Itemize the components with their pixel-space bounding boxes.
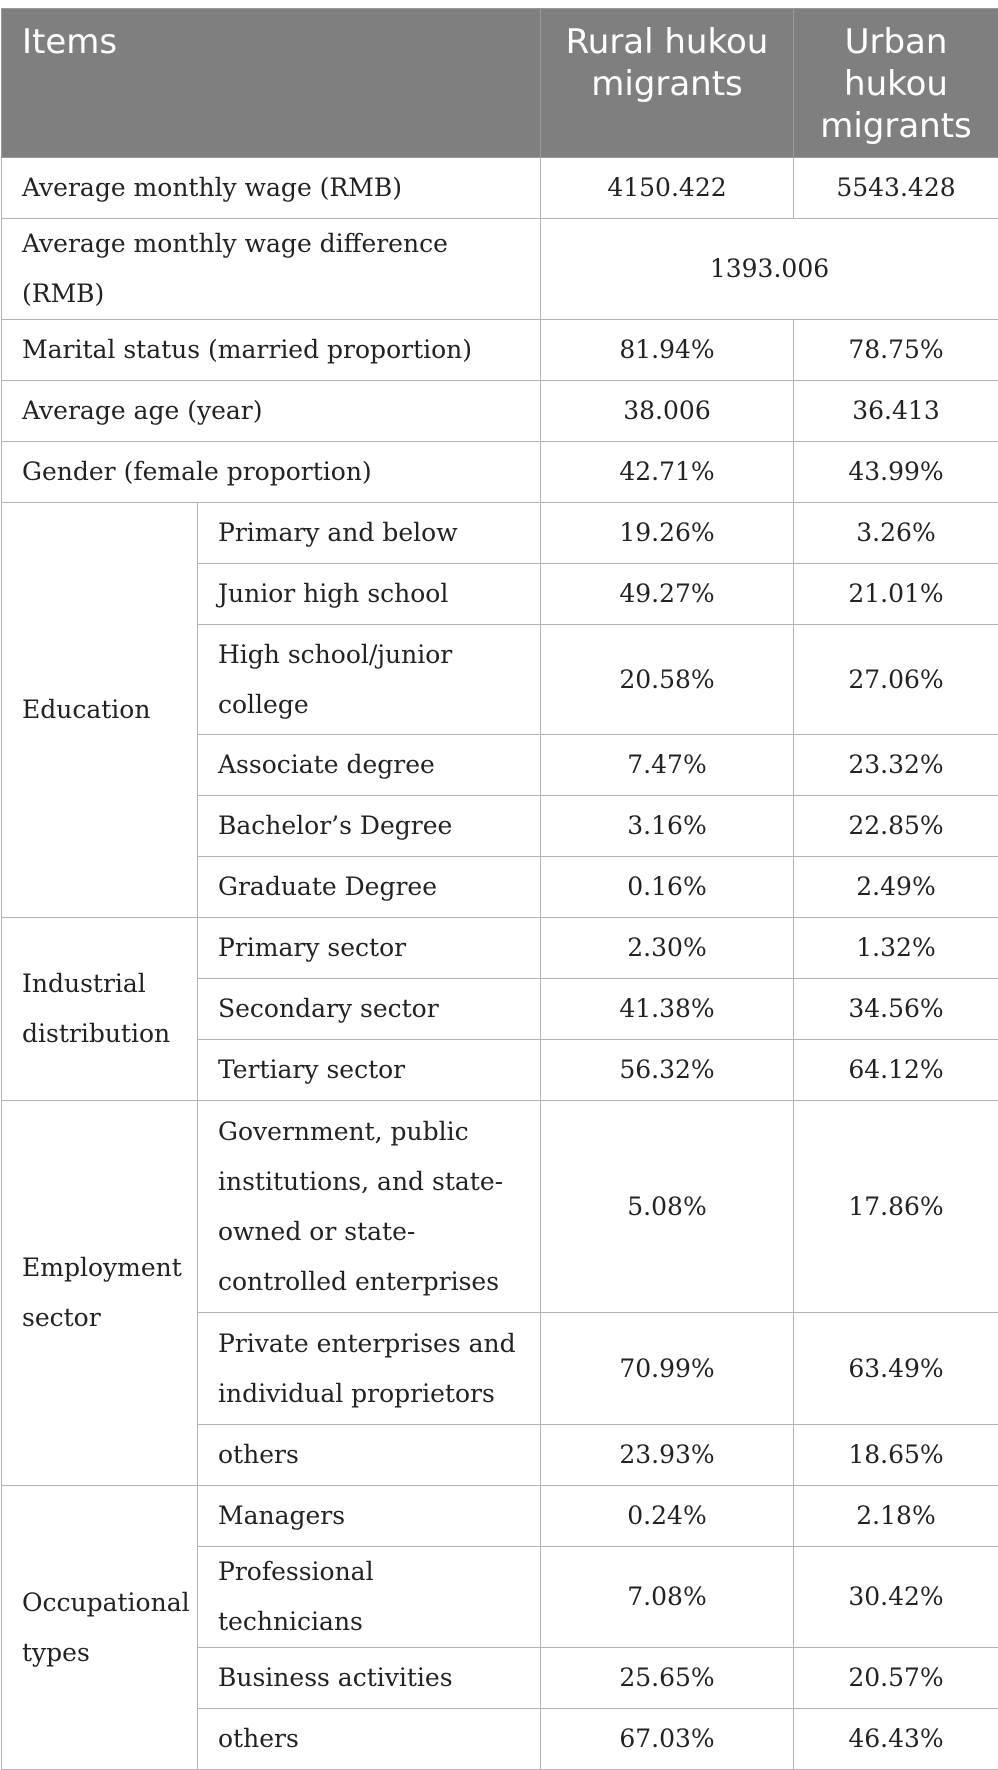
sub-label: Private enterprises and individual proprietors: [198, 1313, 541, 1425]
urban-value: 2.18%: [794, 1486, 998, 1547]
rural-value: 49.27%: [541, 564, 794, 625]
urban-value: 1.32%: [794, 918, 998, 979]
table-row: [2, 1486, 998, 1547]
sub-label: Primary sector: [198, 918, 541, 979]
urban-value: 2.49%: [794, 857, 998, 918]
urban-value: 5543.428: [794, 158, 998, 219]
urban-value: 78.75%: [794, 320, 998, 381]
header-row: [2, 9, 998, 158]
urban-value: 21.01%: [794, 564, 998, 625]
rural-value: 2.30%: [541, 918, 794, 979]
sub-label: Graduate Degree: [198, 857, 541, 918]
sub-label: High school/junior college: [198, 625, 541, 735]
rural-value: 67.03%: [541, 1709, 794, 1770]
migrant-comparison-table: [1, 8, 998, 1770]
group-label-industrial-distribution: Industrial distribution: [2, 918, 198, 1101]
table-row: [2, 918, 998, 979]
urban-value: 64.12%: [794, 1040, 998, 1101]
header-urban: Urban hukou migrants: [794, 9, 998, 158]
rural-value: 42.71%: [541, 442, 794, 503]
table-row: [2, 158, 998, 219]
rural-value: 4150.422: [541, 158, 794, 219]
rural-value: 23.93%: [541, 1425, 794, 1486]
row-label: Gender (female proportion): [2, 442, 541, 503]
sub-label: Secondary sector: [198, 979, 541, 1040]
group-label-education: Education: [2, 503, 198, 918]
sub-label: Bachelor’s Degree: [198, 796, 541, 857]
urban-value: 34.56%: [794, 979, 998, 1040]
group-label-occupational-types: Occupational types: [2, 1486, 198, 1770]
table-row: [2, 503, 998, 564]
row-label: Marital status (married proportion): [2, 320, 541, 381]
row-label: Average monthly wage (RMB): [2, 158, 541, 219]
row-label: Average age (year): [2, 381, 541, 442]
urban-value: 3.26%: [794, 503, 998, 564]
sub-label: others: [198, 1709, 541, 1770]
urban-value: 36.413: [794, 381, 998, 442]
sub-label: Junior high school: [198, 564, 541, 625]
urban-value: 22.85%: [794, 796, 998, 857]
sub-label: Managers: [198, 1486, 541, 1547]
rural-value: 19.26%: [541, 503, 794, 564]
rural-value: 3.16%: [541, 796, 794, 857]
urban-value: 23.32%: [794, 735, 998, 796]
rural-value: 0.16%: [541, 857, 794, 918]
sub-label: others: [198, 1425, 541, 1486]
row-label: Average monthly wage difference (RMB): [2, 219, 541, 320]
urban-value: 17.86%: [794, 1101, 998, 1313]
rural-value: 56.32%: [541, 1040, 794, 1101]
urban-value: 30.42%: [794, 1547, 998, 1648]
table-row: [2, 381, 998, 442]
rural-value: 7.47%: [541, 735, 794, 796]
sub-label: Government, public institutions, and state-owned or state-controlled enterprises: [198, 1101, 541, 1313]
sub-label: Associate degree: [198, 735, 541, 796]
sub-label: Primary and below: [198, 503, 541, 564]
rural-value: 38.006: [541, 381, 794, 442]
urban-value: 27.06%: [794, 625, 998, 735]
wage-difference-value: 1393.006: [541, 219, 998, 320]
urban-value: 18.65%: [794, 1425, 998, 1486]
rural-value: 20.58%: [541, 625, 794, 735]
rural-value: 0.24%: [541, 1486, 794, 1547]
urban-value: 20.57%: [794, 1648, 998, 1709]
table-row: [2, 1101, 998, 1313]
rural-value: 41.38%: [541, 979, 794, 1040]
urban-value: 63.49%: [794, 1313, 998, 1425]
table-row: [2, 219, 998, 320]
rural-value: 7.08%: [541, 1547, 794, 1648]
sub-label: Business activities: [198, 1648, 541, 1709]
sub-label: Professional technicians: [198, 1547, 541, 1648]
table-row: [2, 442, 998, 503]
rural-value: 81.94%: [541, 320, 794, 381]
header-rural: Rural hukou migrants: [541, 9, 794, 158]
rural-value: 70.99%: [541, 1313, 794, 1425]
urban-value: 43.99%: [794, 442, 998, 503]
rural-value: 5.08%: [541, 1101, 794, 1313]
sub-label: Tertiary sector: [198, 1040, 541, 1101]
rural-value: 25.65%: [541, 1648, 794, 1709]
table-row: [2, 320, 998, 381]
urban-value: 46.43%: [794, 1709, 998, 1770]
header-items: Items: [2, 9, 541, 158]
group-label-employment-sector: Employment sector: [2, 1101, 198, 1486]
